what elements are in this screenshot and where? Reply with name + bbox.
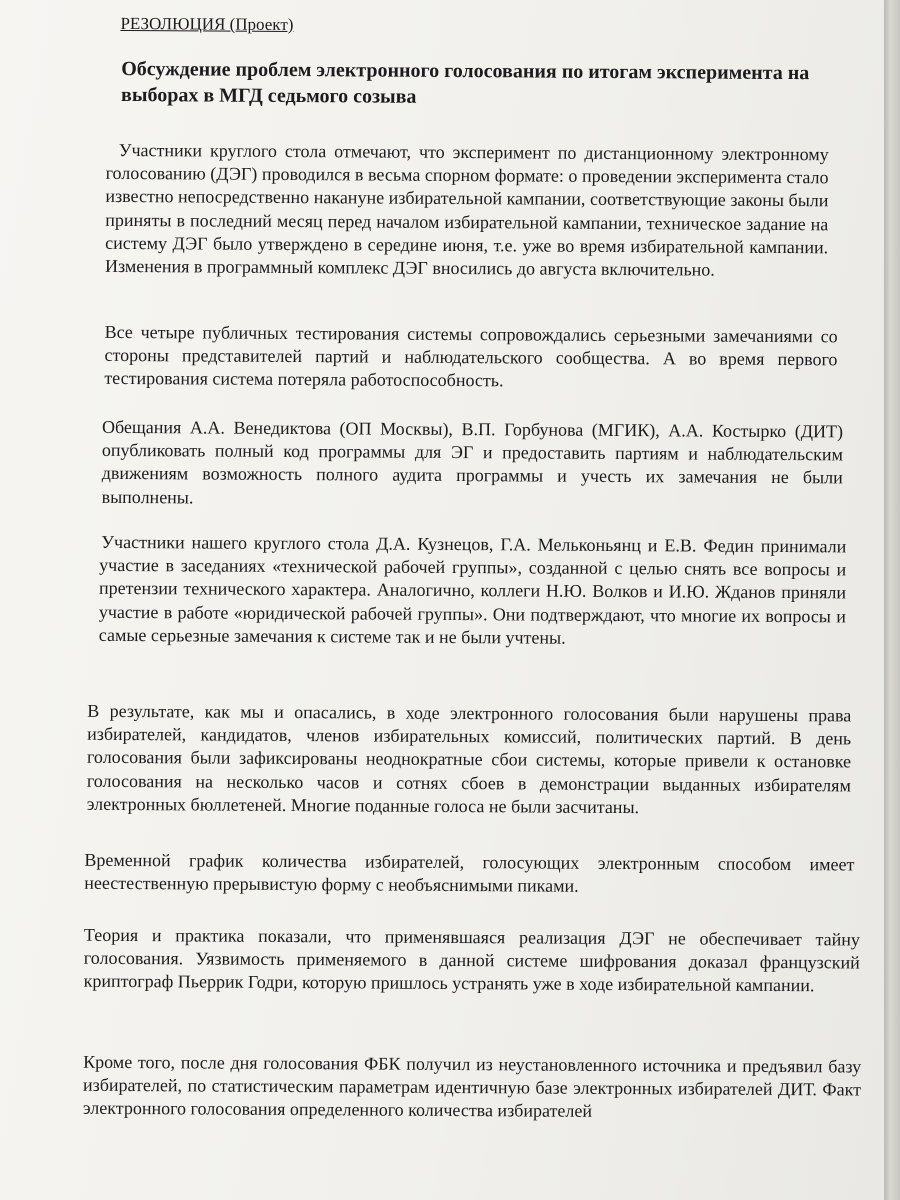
paragraph: Временной график количества избирателей, голосующих электронным способом имеет неестественную прерывистую форму с необъяснимыми пиками. [84, 849, 855, 896]
paragraph: Кроме того, после дня голосования ФБК получил из неустановленного источника и предъявил базу избирателей, по статистическим параметрам идентичную базе электронных избирателей ДИТ. Факт электронного голосования определенного количества избирателей [82, 1051, 862, 1122]
paragraph: Участники нашего круглого стола Д.А. Кузнецов, Г.А. Мельконьянц и Е.В. Федин принимали участие в заседаниях «технической рабочей группы», созданной с целью снять все вопросы и претензии технического характера. Аналогично, коллеги Н.Ю. Волков и И.Ю. Жданов приняли участие в работе «юридической рабочей группы». Они подтверждают, что многие их вопросы и самые серьезные замечания к системе так и не были учтены. [98, 531, 847, 648]
paragraph: Участники круглого стола отмечают, что эксперимент по дистанционному электронному голосованию (ДЭГ) проводился в весьма спорном формате: о проведении эксперимента стало известно непосредственно накануне избирательной кампании, соответствующие законы были приняты в последний месяц перед началом избирательной кампании, техническое задание на систему ДЭГ было утверждено в середине июня, т.е. уже во время избирательной кампании. Изменения в программный комплекс ДЭГ вносились до августа включительно. [104, 139, 829, 280]
paragraph: В результате, как мы и опасались, в ходе электронного голосования были нарушены права избирателей, кандидатов, членов избирательных комиссий, политических партий. В день голосования были зафиксированы неоднократные сбои системы, которые привели к остановке голосования на несколько часов и сотнях сбоев в демонстрации выданных избирателям электронных бюллетеней. Многие поданные голоса не были засчитаны. [86, 700, 852, 817]
paragraph: Теория и практика показали, что применявшаяся реализация ДЭГ не обеспечивает тайну голосования. Уязвимость применяемого в данной системе шифрования доказал французский криптограф Пьеррик Годри, которую пришлось устранять уже в ходе избирательной кампании. [83, 924, 860, 996]
paragraph: Все четыре публичных тестирования системы сопровождались серьезными замечаниями со стороны представителей партий и наблюдательского сообщества. А во время первого тестирования система потеряла работоспособность. [104, 321, 838, 391]
page-stack-edge [884, 0, 900, 1200]
paragraph: Обещания А.А. Венедиктова (ОП Москвы), В.П. Горбунова (МГИК), А.А. Костырко (ДИТ) опубликовать полный код программы для ЭГ и предоставить партиям и наблюдательским движениям возможность полного аудита программы и учесть их замечания не были выполнены. [101, 416, 844, 508]
document-label: РЕЗОЛЮЦИЯ (Проект) [120, 13, 294, 35]
document-title: Обсуждение проблем электронного голосования по итогам эксперимента на выборах в МГД седьмого созыва [121, 57, 810, 108]
